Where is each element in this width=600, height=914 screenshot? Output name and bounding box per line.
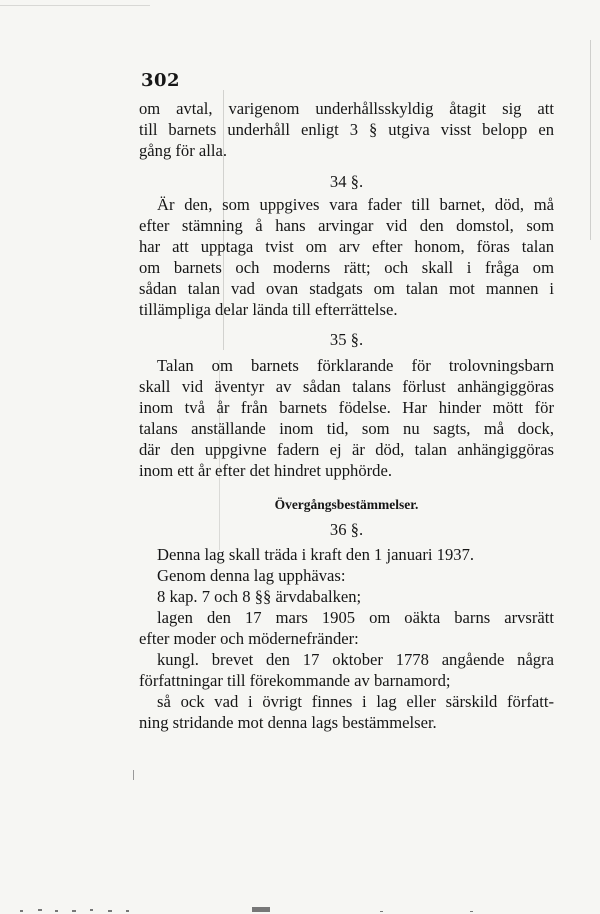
text-line: talans anställande inom tid, som nu sagts, må dock, [139, 419, 554, 438]
text-line: lagen den 17 mars 1905 om oäkta barns arvsrätt [157, 608, 554, 627]
text-line: Är den, som uppgives vara fader till barnet, död, må [157, 195, 554, 214]
text-line: inom två år från barnets födelse. Har hinder mött för [139, 398, 554, 417]
text-line: 8 kap. 7 och 8 §§ ärvdabalken; [157, 587, 362, 606]
text-line: Talan om barnets förklarande för trolovningsbarn [157, 356, 554, 375]
transitional-provisions-heading: Övergångsbestämmelser. [274, 497, 419, 512]
section-34-number: 34 §. [329, 172, 364, 191]
text-line: skall vid äventyr av sådan talans förlust anhängiggöras [139, 377, 554, 396]
text-line: sådan talan vad ovan stadgats om talan mot mannen i [139, 279, 554, 298]
text-line: så ock vad i övrigt finnes i lag eller särskild författ- [157, 692, 554, 711]
text-line: om avtal, varigenom underhållsskyldig åtagit sig att [139, 99, 554, 118]
text-line: inom ett år efter det hindret upphörde. [139, 461, 392, 480]
text-line: efter moder och mödernefränder: [139, 629, 359, 648]
text-line: gång för alla. [139, 141, 228, 160]
scan-top-line [0, 5, 150, 6]
text-line: ning stridande mot denna lags bestämmelser. [139, 713, 437, 732]
text-line: efter stämning å hans arvingar vid den domstol, som [139, 216, 554, 235]
text-line: Denna lag skall träda i kraft den 1 januari 1937. [157, 545, 475, 564]
text-line: kungl. brevet den 17 oktober 1778 angående några [157, 650, 554, 669]
text-line: där den uppgivne fadern ej är död, talan anhängiggöras [139, 440, 554, 459]
text-line: om barnets och moderns rätt; och skall i fråga om [139, 258, 554, 277]
page-number: 302 [141, 70, 181, 91]
text-line: Genom denna lag upphävas: [157, 566, 346, 585]
text-line: har att upptaga tvist om arv efter honom, föras talan [139, 237, 554, 256]
section-35-number: 35 §. [329, 330, 364, 349]
section-34-paragraph [139, 194, 554, 320]
section-35-paragraph [139, 355, 554, 481]
scan-edge-mark [590, 40, 591, 240]
text-line: till barnets underhåll enligt 3 § utgiva visst belopp en [139, 120, 554, 139]
scan-bottom-dots [0, 900, 600, 914]
scan-mark [133, 770, 134, 780]
section-36-paragraph [139, 544, 554, 733]
section-36-number: 36 §. [329, 520, 364, 539]
text-line: författningar till förekommande av barnamord; [139, 671, 451, 690]
intro-paragraph [139, 98, 554, 161]
text-line: tillämpliga delar lända till efterrättelse. [139, 300, 398, 319]
